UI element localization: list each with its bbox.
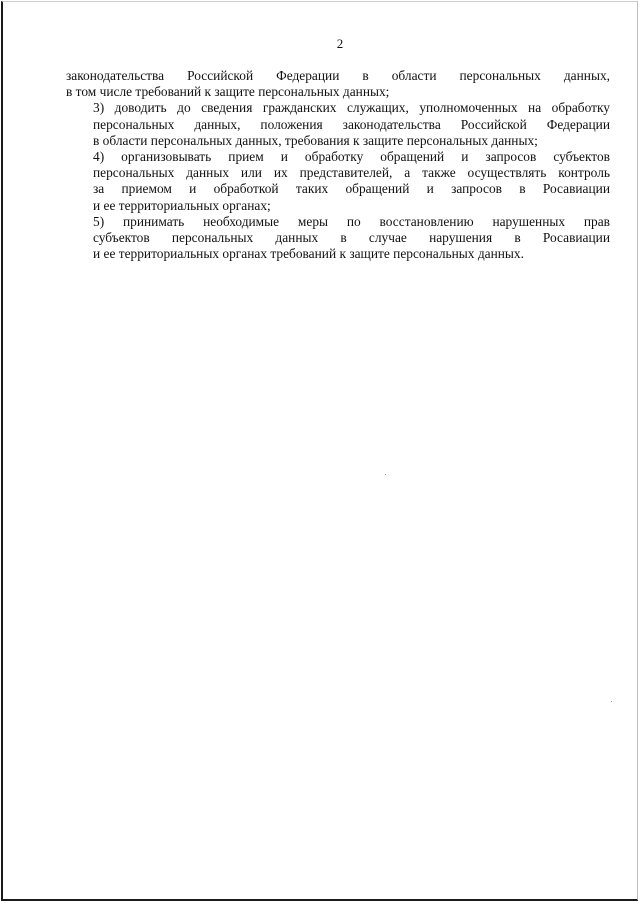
text-line: 4) организовывать прием и обработку обращений и запросов субъектов: [93, 149, 610, 165]
text-line: 3) доводить до сведения гражданских служащих, уполномоченных на обработку: [93, 100, 610, 116]
page-number: 2: [336, 36, 344, 51]
text-line: 5) принимать необходимые меры по восстановлению нарушенных прав: [93, 213, 610, 229]
text-line: персональных данных или их представителей, а также осуществлять контроль: [93, 165, 610, 181]
scan-speck: [385, 474, 386, 475]
text-line: законодательства Российской Федерации в области персональных данных,: [66, 68, 610, 83]
text-line: за приемом и обработкой таких обращений и запросов в Росавиации: [93, 181, 610, 197]
text-line: субъектов персональных данных в случае нарушения в Росавиации: [93, 230, 610, 246]
paragraph-item-5: [66, 214, 610, 263]
text-line: и ее территориальных органах;: [93, 197, 271, 213]
text-line: персональных данных, положения законодательства Российской Федерации: [93, 116, 610, 132]
text-line: в области персональных данных, требования к защите персональных данных;: [93, 132, 538, 148]
document-body: [66, 68, 610, 262]
paragraph-item-4: [66, 149, 610, 214]
text-line: в том числе требований к защите персональных данных;: [66, 84, 390, 100]
paragraph-item-3: [66, 100, 610, 149]
paragraph-continuation: [66, 68, 610, 100]
scan-speck: [611, 701, 612, 702]
text-line: и ее территориальных органах требований к защите персональных данных.: [93, 246, 524, 262]
